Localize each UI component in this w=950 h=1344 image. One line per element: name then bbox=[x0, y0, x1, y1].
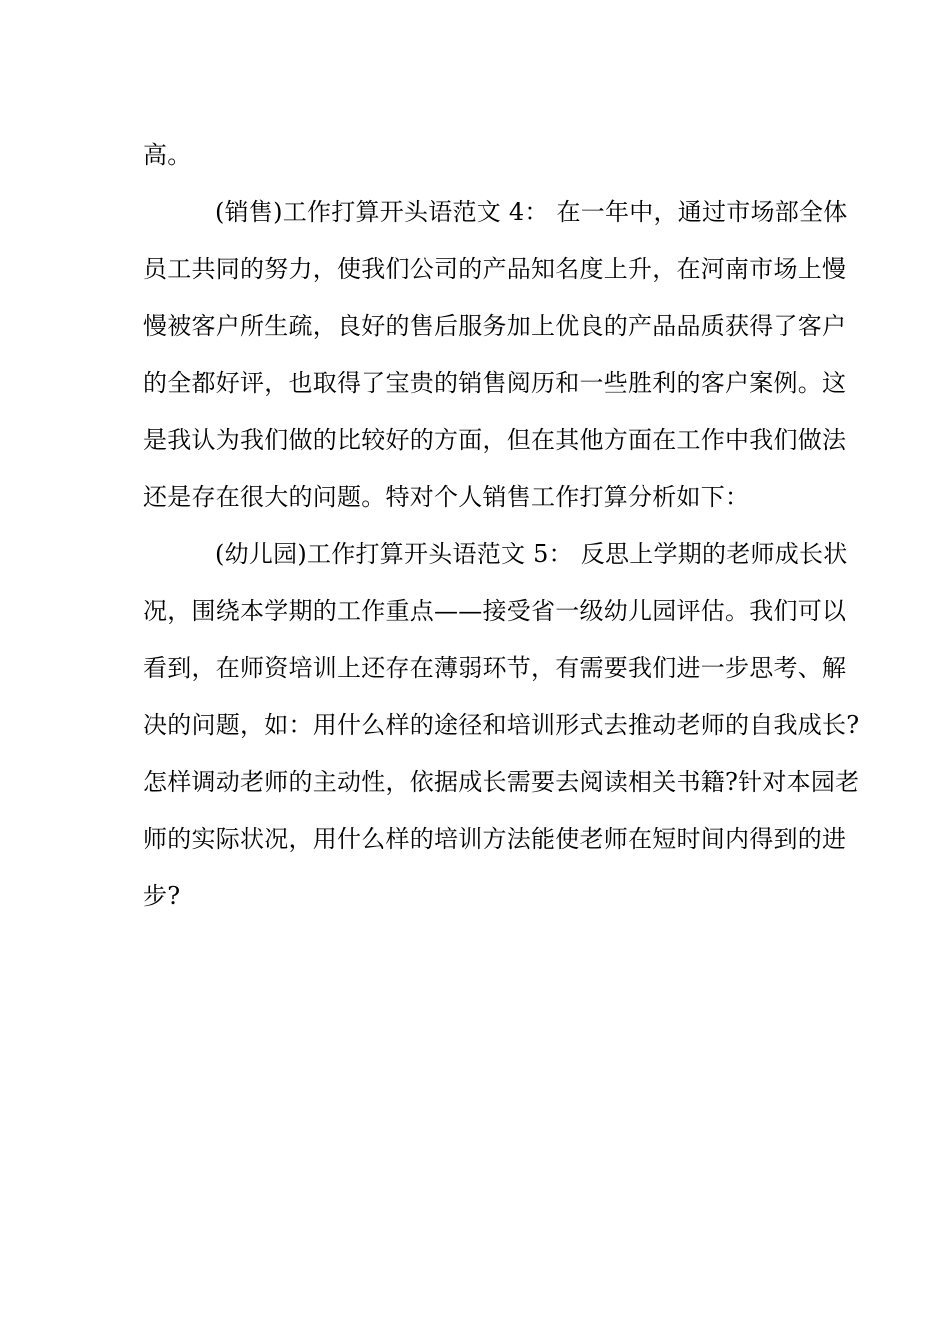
paragraph-heading-line: (幼儿园)工作打算开头语范文 5： 反思上学期的老师成长状 bbox=[215, 540, 848, 568]
text-line: 决的问题，如：用什么样的途径和培训形式去推动老师的自我成长? bbox=[143, 711, 860, 739]
text-line: 况，围绕本学期的工作重点——接受省一级幼儿园评估。我们可以 bbox=[143, 597, 847, 625]
text-line: 慢被客户所生疏，良好的售后服务加上优良的产品品质获得了客户 bbox=[143, 312, 847, 340]
text-line: 员工共同的努力，使我们公司的产品知名度上升，在河南市场上慢 bbox=[143, 255, 847, 283]
text-line: 步? bbox=[143, 882, 181, 910]
text-line: 是我认为我们做的比较好的方面，但在其他方面在工作中我们做法 bbox=[143, 426, 847, 454]
paragraph-heading-line: (销售)工作打算开头语范文 4： 在一年中，通过市场部全体 bbox=[215, 198, 848, 226]
text-line: 师的实际状况，用什么样的培训方法能使老师在短时间内得到的进 bbox=[143, 825, 847, 853]
text-line: 看到，在师资培训上还存在薄弱环节，有需要我们进一步思考、解 bbox=[143, 654, 847, 682]
text-line: 还是存在很大的问题。特对个人销售工作打算分析如下： bbox=[143, 483, 750, 511]
text-line: 的全都好评，也取得了宝贵的销售阅历和一些胜利的客户案例。这 bbox=[143, 369, 847, 397]
text-line: 怎样调动老师的主动性，依据成长需要去阅读相关书籍?针对本园老 bbox=[143, 768, 860, 796]
text-line: 高。 bbox=[143, 141, 192, 169]
